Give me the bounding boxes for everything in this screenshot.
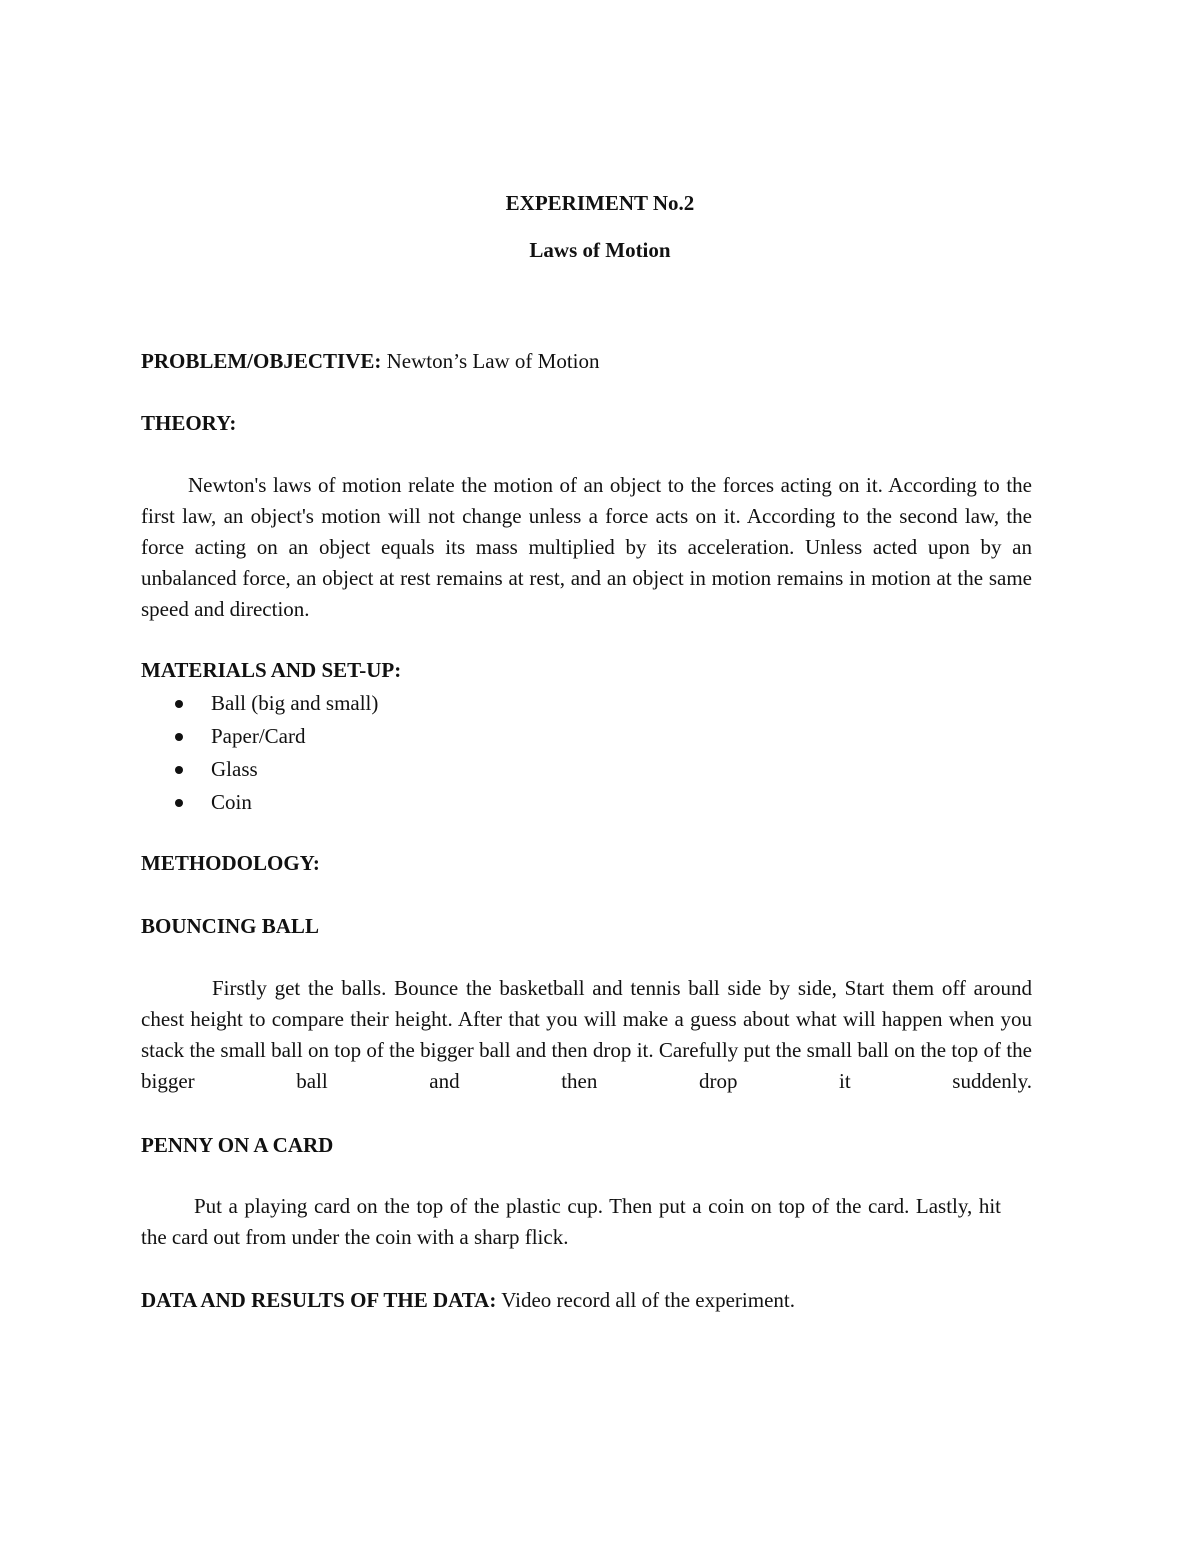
problem-section xyxy=(141,346,600,377)
list-item-label: Ball (big and small) xyxy=(211,691,379,715)
document-title: EXPERIMENT No.2 xyxy=(505,191,695,215)
methodology-heading: METHODOLOGY: xyxy=(141,851,320,875)
bullet-icon xyxy=(175,799,183,807)
list-item xyxy=(141,720,378,753)
theory-paragraph: Newton's laws of motion relate the motion of an object to the forces acting on it. According to the first law, an object's motion will not change unless a force acts on it. According to the second law, the force acting on an object equals its mass multiplied by its acceleration. Unless acted upon by an unbalanced force, an object at rest remains at rest, and an object in motion remains in motion at the same speed and direction. xyxy=(141,473,1032,621)
materials-heading: MATERIALS AND SET-UP: xyxy=(141,658,402,682)
bullet-icon xyxy=(175,700,183,708)
bullet-icon xyxy=(175,733,183,741)
bullet-icon xyxy=(175,766,183,774)
penny-on-card-heading: PENNY ON A CARD xyxy=(141,1133,334,1157)
list-item-label: Paper/Card xyxy=(211,724,306,748)
bouncing-ball-heading: BOUNCING BALL xyxy=(141,914,319,938)
data-results-text: Video record all of the experiment. xyxy=(496,1288,795,1312)
bouncing-ball-paragraph: Firstly get the balls. Bounce the basketball and tennis ball side by side, Start them off around chest height to compare their height. After that you will make a guess about what will happen when you stack the small ball on top of the bigger ball and then drop it. Carefully put the small ball on the top of the bigger ball and then drop it suddenly. xyxy=(141,976,1032,1093)
list-item xyxy=(141,753,378,786)
problem-label: PROBLEM/OBJECTIVE: xyxy=(141,349,382,373)
data-results-label: DATA AND RESULTS OF THE DATA: xyxy=(141,1288,497,1312)
list-item xyxy=(141,687,378,720)
list-item-label: Glass xyxy=(211,757,258,781)
materials-list xyxy=(141,687,378,819)
problem-text: Newton’s Law of Motion xyxy=(381,349,600,373)
document-subtitle: Laws of Motion xyxy=(529,238,671,262)
penny-on-card-paragraph: Put a playing card on the top of the plastic cup. Then put a coin on top of the card. Lastly, hit the card out from under the coin with a sharp flick. xyxy=(141,1194,1001,1249)
data-results-section xyxy=(141,1285,795,1316)
list-item xyxy=(141,786,378,819)
list-item-label: Coin xyxy=(211,790,252,814)
theory-heading: THEORY: xyxy=(141,411,237,435)
